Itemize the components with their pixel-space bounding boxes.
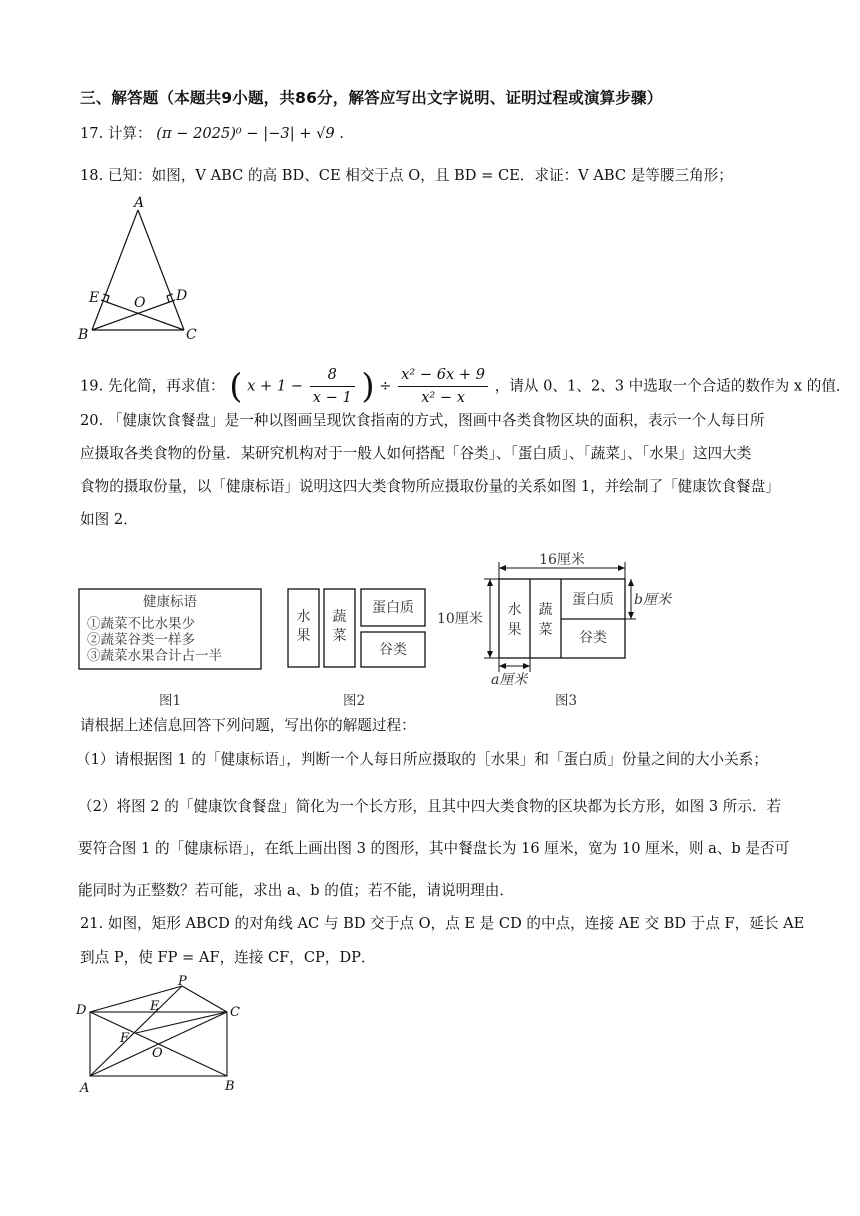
q18-number: 18.	[80, 167, 104, 184]
q19-fraction-1	[310, 364, 355, 409]
fig1-caption: 图1	[158, 693, 182, 709]
q17-expression: (π − 2025)⁰ − |−3| + √9	[156, 125, 335, 142]
fig1-item-3: ③蔬菜水果合计占一半	[87, 648, 222, 664]
q18-text: 已知：如图，V ABC 的高 BD、CE 相交于点 O，且 BD = CE．求证：V ABC 是等腰三角形；	[107, 167, 733, 184]
figure-1	[79, 589, 261, 709]
fig3-width-label: 16厘米	[539, 552, 585, 568]
label-d: D	[76, 1003, 87, 1018]
q19-number: 19.	[80, 377, 104, 395]
label-a: A	[80, 1081, 90, 1096]
q20-line-2: 应摄取各类食物的份量．某研究机构对于一般人如何搭配「谷类」、「蛋白质」、「蔬菜」、「水果」这四大类	[80, 445, 752, 462]
q20-line-3: 食物的摄取份量，以「健康标语」说明这四大类食物所应摄取份量的关系如图 1，并绘制了「健康饮食餐盘」	[80, 478, 780, 495]
q19-frac2-numerator: x² − 6x + 9	[398, 364, 488, 387]
q19-term1: x + 1 −	[247, 377, 304, 395]
label-c: C	[186, 327, 197, 343]
line-cf	[136, 1012, 227, 1033]
fig3-grain: 谷类	[579, 630, 607, 646]
label-c: C	[230, 1005, 240, 1020]
label-b: B	[78, 327, 89, 343]
q19-text-b: ，请从 0、1、2、3 中选取一个合适的数作为 x 的值．	[494, 377, 851, 395]
q20-sub2-line-2: 要符合图 1 的「健康标语」，在纸上画出图 3 的图形，其中餐盘长为 16 厘米，宽为 10 厘米，则 a、b 是否可	[78, 840, 790, 857]
q19-paren-open: (	[229, 366, 243, 407]
q19-text-a: 先化简，再求值：	[107, 377, 225, 395]
fig1-item-1: ①蔬菜不比水果少	[87, 616, 195, 632]
label-o: O	[134, 295, 146, 311]
label-o: O	[152, 1046, 163, 1061]
question-20	[80, 404, 785, 536]
fig2-veg-1: 蔬	[332, 609, 347, 625]
q19-frac1-denominator: x − 1	[312, 389, 352, 406]
q20-instruction: 请根据上述信息回答下列问题，写出你的解题过程：	[80, 717, 416, 734]
fig3-fruit-2: 果	[507, 622, 522, 638]
question-19	[80, 364, 851, 409]
q17-text: 计算：	[107, 125, 152, 142]
fig2-caption: 图2	[342, 693, 366, 709]
q20-sub2-line-3: 能同时为正整数？若可能，求出 a、b 的值；若不能，请说明理由．	[78, 882, 514, 899]
q19-frac2-denominator: x² − x	[421, 389, 466, 406]
figure-3	[437, 551, 672, 709]
q21-line-2: 到点 P，使 FP = AF，连接 CF，CP，DP．	[80, 949, 376, 966]
q21-line-1	[80, 907, 805, 941]
q20-number: 20.	[80, 412, 104, 429]
q21-rectangle-figure	[74, 974, 244, 1096]
q19-fraction-2	[398, 364, 488, 409]
fig3-b-label: b厘米	[634, 592, 671, 608]
q20-sub2-line-1: （2）将图 2 的「健康饮食餐盘」简化为一个长方形，且其中四大类食物的区块都为长方形，如图 3 所示．若	[78, 798, 782, 815]
label-d: D	[176, 288, 188, 304]
q19-frac1-numerator: 8	[310, 364, 355, 387]
q20-figures	[76, 548, 716, 712]
fig3-veg-1: 蔬	[538, 602, 553, 618]
q18-triangle-figure	[78, 196, 208, 344]
fig3-a-label: a厘米	[491, 672, 528, 688]
q19-paren-close: )	[361, 366, 375, 407]
question-17	[80, 124, 344, 144]
figure-2	[288, 589, 425, 709]
q17-number: 17.	[80, 125, 104, 142]
q20-line-4: 如图 2．	[80, 511, 138, 528]
q20-sub-question-2	[78, 786, 790, 912]
side-ac	[138, 210, 184, 330]
fig3-veg-2: 菜	[538, 622, 553, 638]
section-title: 三、解答题（本题共9小题，共86分，解答应写出文字说明、证明过程或演算步骤）	[80, 89, 663, 107]
q20-sub-question-1: （1）请根据图 1 的「健康标语」，判断一个人每日所应摄取的［水果」和「蛋白质」份量之间的大小关系；	[76, 751, 768, 768]
fig2-grain: 谷类	[379, 642, 407, 658]
label-b: B	[225, 1079, 235, 1094]
fig3-height-label: 10厘米	[437, 611, 483, 627]
fig2-fruit-1: 水	[296, 609, 311, 625]
fig2-fruit-2: 果	[296, 628, 311, 644]
q20-line-1	[80, 404, 785, 437]
label-e: E	[150, 999, 160, 1014]
fig2-veg-2: 菜	[332, 628, 347, 644]
question-21	[80, 907, 805, 975]
q19-divide: ÷	[379, 377, 392, 395]
q21-line-1-text: 如图，矩形 ABCD 的对角线 AC 与 BD 交于点 O，点 E 是 CD 的中点，连接 AE 交 BD 于点 F，延长 AE	[107, 915, 805, 932]
label-p: P	[178, 974, 187, 989]
q20-line-1-text: 「健康饮食餐盘」是一种以图画呈现饮食指南的方式，图画中各类食物区块的面积，表示一个人每日所	[107, 412, 765, 429]
label-e: E	[89, 290, 100, 306]
fig3-fruit-1: 水	[507, 602, 522, 618]
fig1-title: 健康标语	[143, 594, 197, 610]
label-a: A	[134, 196, 145, 211]
line-cp	[182, 986, 227, 1012]
q21-number: 21.	[80, 915, 104, 932]
q17-end: .	[339, 125, 344, 142]
fig2-protein: 蛋白质	[372, 600, 414, 616]
fig3-protein: 蛋白质	[572, 592, 614, 608]
fig1-item-2: ②蔬菜谷类一样多	[87, 632, 195, 648]
fig3-caption: 图3	[554, 693, 578, 709]
question-18	[80, 166, 733, 186]
side-ab	[92, 210, 138, 330]
label-f: F	[120, 1031, 130, 1046]
